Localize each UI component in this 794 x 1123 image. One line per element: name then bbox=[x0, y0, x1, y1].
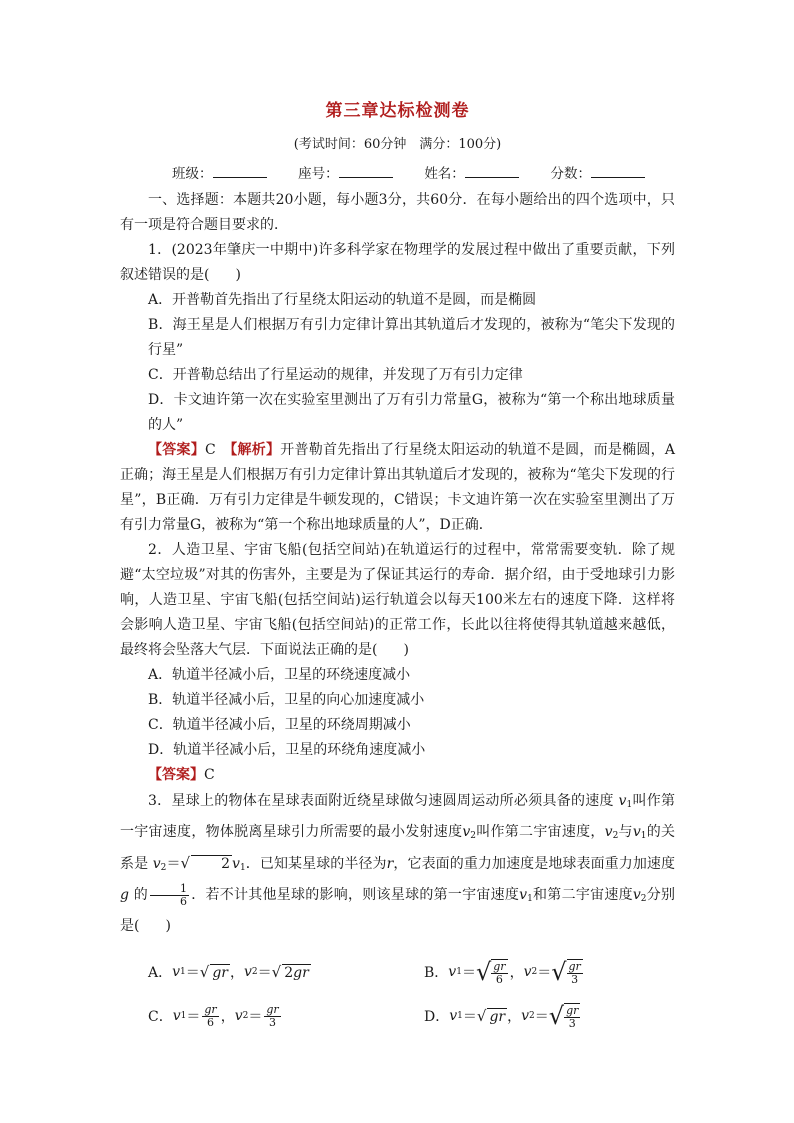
exam-subtitle: (考试时间：60分钟 满分：100分) bbox=[293, 137, 502, 152]
question-3-option-a: A． v 1 ＝ √ gr ， v 2 ＝ √ 2gr bbox=[148, 963, 309, 981]
seat-field[interactable]: 座号： bbox=[298, 162, 393, 182]
question-2-answer bbox=[120, 763, 675, 788]
name-blank[interactable] bbox=[465, 164, 519, 178]
question-1-answer bbox=[120, 438, 675, 538]
question-3-options bbox=[120, 950, 675, 1038]
analysis-tag: 【解析】 bbox=[230, 442, 281, 458]
class-field[interactable]: 班级： bbox=[172, 162, 267, 182]
answer-value: C bbox=[205, 442, 216, 458]
analysis-text: 开普勒首先指出了行星绕太阳运动的轨道不是圆，而是椭圆，A正确；海王星是人们根据万有引力定律计算出其轨道后才发现的，被称为“笔尖下发现的行星”，B正确．万有引力定律是牛顿发现的，C错误；卡文迪许第一次在实验室里测出了万有引力常量G，被称为“第一个称出地球质量的人”，D正确． bbox=[120, 442, 676, 533]
question-3-option-c: C． v 1 ＝ $\frac{gr}{6}$ ， v 2 ＝ $\frac{gr}{3}$ bbox=[148, 1002, 279, 1029]
question-2-stem: 2．人造卫星、宇宙飞船(包括空间站)在轨道运行的过程中，常常需要变轨．除了规避“太空垃圾”对其的伤害外，主要是为了保证其运行的寿命．据介绍，由于受地球引力影响，人造卫星、宇宙飞船(包括空间站)运行轨道会以每天100米左右的速度下降．这样将会影响人造卫星、宇宙飞船(包括空间站)的正常工作，长此以往将使得其轨道越来越低，最终将会坠落大气层．下面说法正确的是( ) bbox=[120, 542, 675, 658]
section-instructions: 一、选择题：本题共20小题，每小题3分，共60分．在每小题给出的四个选项中，只有一项是符合题目要求的． bbox=[120, 192, 675, 233]
answer-tag: 【答案】 bbox=[148, 767, 204, 783]
score-field[interactable]: 分数： bbox=[550, 162, 645, 182]
question-3-option-b: B． v 1 ＝ √ $\frac{gr}{6}$ ， v 2 ＝ √ $\frac{gr}{3}$ bbox=[424, 958, 581, 986]
question-2-option-b: B．轨道半径减小后，卫星的向心加速度减小 bbox=[148, 692, 425, 708]
question-2-option-c: C．轨道半径减小后，卫星的环绕周期减小 bbox=[148, 717, 411, 733]
name-field[interactable]: 姓名： bbox=[424, 162, 519, 182]
question-2-option-d: D．轨道半径减小后，卫星的环绕角速度减小 bbox=[148, 742, 426, 758]
class-blank[interactable] bbox=[213, 164, 267, 178]
question-1-option-c: C．开普勒总结出了行星运动的规律，并发现了万有引力定律 bbox=[148, 367, 523, 383]
student-info-row bbox=[172, 162, 645, 182]
question-1-option-b: B．海王星是人们根据万有引力定律计算出其轨道后才发现的，被称为“笔尖下发现的行星” bbox=[148, 317, 675, 358]
question-3-option-d: D． v 1 ＝ √ gr ， v 2 ＝ √ $\frac{gr}{3}$ bbox=[424, 1002, 579, 1030]
seat-blank[interactable] bbox=[339, 164, 393, 178]
score-blank[interactable] bbox=[591, 164, 645, 178]
question-1-option-a: A．开普勒首先指出了行星绕太阳运动的轨道不是圆，而是椭圆 bbox=[148, 292, 537, 308]
exam-content bbox=[120, 96, 675, 1038]
question-3-stem: 3．星球上的物体在星球表面附近绕星球做匀速圆周运动所必须具备的速度 $v_1$叫作第一宇宙速度，物体脱离星球引力所需要的最小发射速度$v_2$叫作第二宇宙速度，$v_2$与$v_1$的关系是 $v_2=√$ 2 $v_1$．已知某星球的半径为r，它表面的重力加速度是地球表面重力加速度 g 的 $\frac{1}{6}$ ．若不计其他星球的影响，则该星球的第一宇宙速度$v_1$和第二宇宙速度$v_2$分别是( ) bbox=[120, 793, 676, 934]
question-1-option-d: D．卡文迪许第一次在实验室里测出了万有引力常量G，被称为“第一个称出地球质量的人” bbox=[148, 392, 675, 433]
answer-tag: 【答案】 bbox=[148, 442, 205, 458]
page-title: 第三章达标检测卷 bbox=[325, 101, 470, 121]
question-2-option-a: A．轨道半径减小后，卫星的环绕速度减小 bbox=[148, 667, 411, 683]
question-1-stem: 1．(2023年肇庆一中期中)许多科学家在物理学的发展过程中做出了重要贡献，下列叙述错误的是( ) bbox=[120, 242, 675, 283]
one-sixth-fraction: $\frac{1}{6}$ bbox=[150, 883, 189, 908]
answer-value: C bbox=[204, 767, 215, 783]
